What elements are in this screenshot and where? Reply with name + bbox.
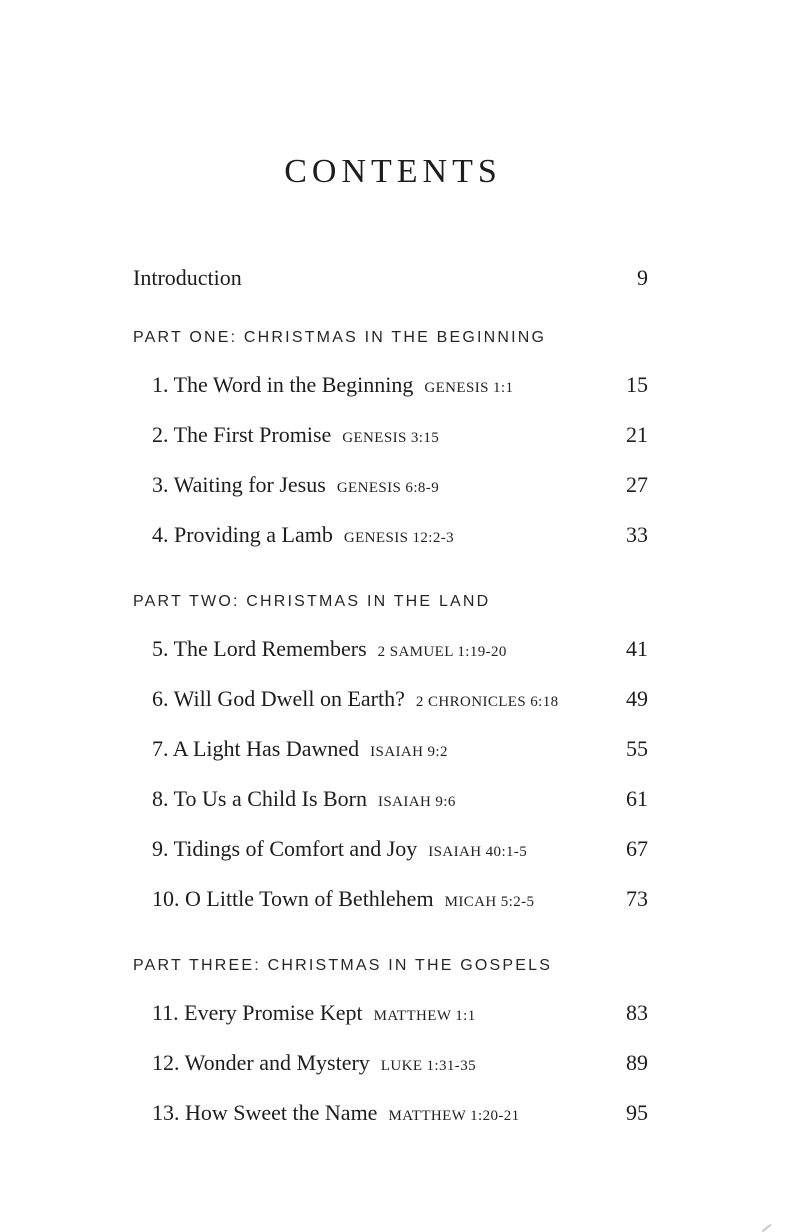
scripture-reference: GENESIS 1:1 (424, 380, 514, 396)
scripture-reference: MATTHEW 1:20-21 (388, 1108, 520, 1124)
entry-left (152, 472, 439, 501)
entry-page-number: 15 (626, 372, 648, 397)
scripture-reference: GENESIS 6:8-9 (336, 480, 440, 496)
chapter-number-title: 9. Tidings of Comfort and Joy (152, 836, 418, 861)
toc-entry (133, 636, 648, 665)
entry-left (152, 886, 534, 915)
chapter-number-title: 5. The Lord Remembers (152, 636, 367, 661)
scripture-reference: 2 CHRONICLES 6:18 (415, 694, 559, 710)
part-heading: PART ONE: CHRISTMAS IN THE BEGINNING (133, 329, 547, 346)
entry-left (152, 636, 507, 665)
chapter-number-title: 6. Will God Dwell on Earth? (152, 686, 405, 711)
toc-part (133, 328, 648, 551)
entry-left (133, 265, 242, 291)
entry-left (152, 786, 456, 815)
entry-left (152, 686, 559, 715)
part-chapters (133, 372, 648, 551)
toc-part (133, 592, 648, 915)
scripture-reference: 2 SAMUEL 1:19-20 (377, 644, 507, 660)
chapter-number-title: 10. O Little Town of Bethlehem (152, 886, 434, 911)
entry-left (152, 1000, 476, 1029)
chapter-number-title: 4. Providing a Lamb (152, 522, 333, 547)
entry-page-number: 83 (626, 1000, 648, 1025)
entry-page-number: 55 (626, 736, 648, 761)
toc-part (133, 956, 648, 1129)
toc-entry (133, 472, 648, 501)
entry-left (152, 1050, 476, 1079)
chapter-number-title: 13. How Sweet the Name (152, 1100, 378, 1125)
chapter-number-title: 7. A Light Has Dawned (152, 736, 360, 761)
part-heading: PART THREE: CHRISTMAS IN THE GOSPELS (133, 957, 553, 974)
entry-page-number: 9 (637, 265, 648, 290)
toc-entry (133, 422, 648, 451)
scripture-reference: MATTHEW 1:1 (373, 1008, 476, 1024)
scripture-reference: ISAIAH 9:2 (370, 744, 448, 760)
entry-page-number: 89 (626, 1050, 648, 1075)
scripture-reference: GENESIS 3:15 (342, 430, 440, 446)
entry-title: Introduction (133, 265, 242, 290)
toc-entry (133, 1100, 648, 1129)
chapter-number-title: 2. The First Promise (152, 422, 332, 447)
toc-entry (133, 686, 648, 715)
entry-page-number: 95 (626, 1100, 648, 1125)
parts-container (133, 328, 648, 1129)
entry-page-number: 27 (626, 472, 648, 497)
part-chapters (133, 1000, 648, 1129)
toc-entry (133, 736, 648, 765)
entry-left (152, 372, 513, 401)
chapter-number-title: 12. Wonder and Mystery (152, 1050, 370, 1075)
entry-left (152, 836, 527, 865)
page-title: CONTENTS (284, 153, 502, 190)
chapter-number-title: 11. Every Promise Kept (152, 1000, 363, 1025)
toc-entry (133, 836, 648, 865)
entry-left (152, 736, 448, 765)
toc-entry (133, 886, 648, 915)
toc-entry (133, 1050, 648, 1079)
entry-left (152, 522, 454, 551)
scripture-reference: MICAH 5:2-5 (444, 894, 535, 910)
part-chapters (133, 636, 648, 915)
entry-page-number: 33 (626, 522, 648, 547)
chapter-number-title: 3. Waiting for Jesus (152, 472, 326, 497)
toc-entry-introduction (133, 265, 648, 291)
chapter-number-title: 1. The Word in the Beginning (152, 372, 414, 397)
toc-entry (133, 372, 648, 401)
table-of-contents (133, 265, 648, 1129)
entry-left (152, 1100, 520, 1129)
entry-left (152, 422, 439, 451)
page-corner-artifact (762, 1223, 772, 1231)
scripture-reference: LUKE 1:31-35 (380, 1058, 476, 1074)
part-heading: PART TWO: CHRISTMAS IN THE LAND (133, 593, 491, 610)
entry-page-number: 41 (626, 636, 648, 661)
chapter-number-title: 8. To Us a Child Is Born (152, 786, 368, 811)
scripture-reference: ISAIAH 9:6 (378, 794, 456, 810)
toc-entry (133, 522, 648, 551)
toc-entry (133, 1000, 648, 1029)
entry-page-number: 73 (626, 886, 648, 911)
scripture-reference: GENESIS 12:2-3 (343, 530, 455, 546)
toc-entry (133, 786, 648, 815)
entry-page-number: 49 (626, 686, 648, 711)
entry-page-number: 21 (626, 422, 648, 447)
scripture-reference: ISAIAH 40:1-5 (428, 844, 528, 860)
entry-page-number: 67 (626, 836, 648, 861)
entry-page-number: 61 (626, 786, 648, 811)
